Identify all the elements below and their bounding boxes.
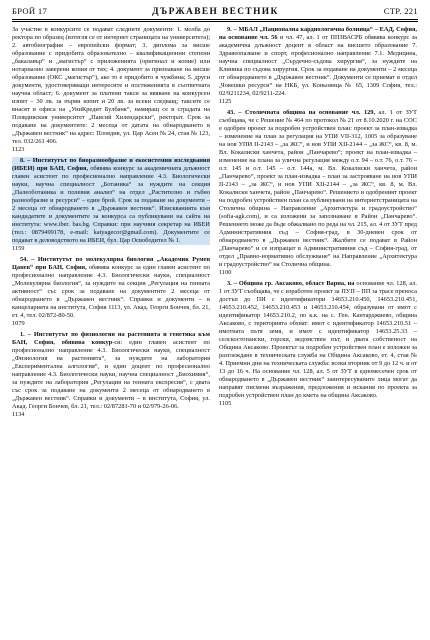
page-header [12,6,418,19]
notice-text: 3. – Община гр. Аксаково, област Варна, на основание чл. 128, ал. 1 от ЗУТ съобщава, че с изработен проект за ПУП – ПП за трасе преноса достъп до ПИ с идентификатори 14653.210.450, 14653.210.451, 14653.210.452, 14653.210.453 и 14653.210.454, образувани от имот с идентификатор 14653.210.2, по к.к. на с. Ген. Кантарджиево, община Аксаково, с територията обхват: имот с идентификатор 14653.210.51 – имотната пътя земя, и имот с идентификатор 14653.25.33 – селскостопански, горски, ведомствен път, и двата собственост на Община Аксаково. Проектът за подробен устройствен план е изложен за разглеждане в техническата служба на Община Аксаково, ет. 4, стая № 4. Приемни дни на техническата служба: всеки вторник от 9 до 12 ч. и от 13 до 16 ч. На основание чл. 128, ал. 5 от ЗУТ в едномесечен срок от обнародването в „Държавен вестник“ заинтересуваните лица могат да направят писмени възражения, предложения и искания по проекта за подробен устройствен план до кмета на община Аксаково. [219,280,417,399]
notice-number: 1134 [12,411,25,418]
page-number: СТР. 221 [383,6,418,16]
notice-heading: 1. – Институтът по физиология на растенията и генетика към БАН, София, обявява конкур- [12,331,210,346]
issue-number: БРОЙ 17 [12,6,48,16]
notice-number: 1105 [219,400,232,407]
notice-number: 1125 [219,98,232,105]
gazette-title: ДЪРЖАВЕН ВЕСТНИК [152,7,279,17]
notice-number: 1100 [219,269,232,276]
header-rule-thin [12,21,418,22]
notice-heading: 54. – Институтът по молекулярна биология „Академик Румен Цанев“ при БАН, София, [12,256,210,271]
notice-text: За участие в конкурсите се подават следните документи: 1. молба до ректора по образец (изтегля се от интернет страницата на университета); 2. автобиография – европейски формат; 3. диплома за висше образование с придобита образователно – квалификационни степени „бакалавър“ и „магистър“ с приложенията (оригинал и копие) или нотариално заверени копия от тях; 4. документ за признаване на висше образование (ОКС „магистър“), ако то е придобито в чужбина; 5. други документи, удостоверяващи интересите и постиженията в съответната научна област; 6. документ за платени такси за явяване на конкурсен изпит – 30 лв. за първи изпит и 20 лв. за всеки следващ; таксите се внасят в офиса на „УниКредит Булбанк“, намиращ се в сградата на Пловдивския университет „Паисий Хилендарски“, ректорат. Срок за подаване на документите: 2 месеца от датата на обнародването в „Държавен вестник“ на адрес: Пловдив, ул. Цар Асен № 24, стая № 123, тел. 032/261 406. [12,26,210,145]
notice-text: 54. – Институтът по молекулярна биология „Академик Румен Цанев“ при БАН, София, обявява конкурс за един главен асистент по професионално направление 4.3. Биологически науки, специалност „Молекулярна биология“, за нуждите на секция „Регулация на генната активност“ със срок за подаване на документите 2 месеца от обнародването в „Държавен вестник“. Справки и документи – в канцеларията на института, София 1113, ул. Акад. Георги Бончев, бл. 21, ет. 4, тел. 02/872-80-50. [12,256,210,319]
notice-number: 1159 [12,245,25,252]
notice-number: 1123 [12,146,25,153]
notice-text: 9. – МБАЛ „Национална кардиологична болница“ – ЕАД, София, на основание чл. 56 и чл. 47, ал. 1 от ППЗВАСРБ обявява конкурс за академична длъжност доцент в област на висшето образование 7. Здравеопазване и спорт, професионално направление 7.1. Медицина, научна специалност „Сърдечно-съдова хирургия“, за нуждите на Клиника по съдова хирургия. Срок за подаване на документи – 2 месеца от обнародването в „Държавен вестник“. Документи се приемат в отдел „Човешки ресурси“ на НКБ, ул. Коньовица № 65, 1309 София, тел.: 02/9211234, 02/9211-224. [219,26,417,97]
columns [12,26,418,419]
notice-number: 1079 [12,320,25,327]
right-column [219,26,417,419]
header-rule-thick [12,19,418,20]
notice-text: 1. – Институтът по физиология на растенията и генетика към БАН, София, обявява конкур-си: един главен асистент по професионално направление 4.3. Биологически науки, специалност „Физиология на растенията“, за нуждите на лаборатория „Експериментална алгология“, и един доцент по професионално направление 4.3. Биологически науки, научна специалност „Биохимия“, за нуждите на лаборатория „Регулация на генната експресия“, с двата със срок за подаване на документи 2 месеца от обнародването в „Държавен вестник“. Справки и документи – в института, София, ул. Акад. Георги Бончев, бл. 21, тел.: 02/87281-70 и 02/979-26-06. [12,331,210,410]
left-column [12,26,210,419]
notice-text-highlighted: 8. – Институтът по биоразнообразие и екосистемни изследвания (ИБЕИ) при БАН, София, обявява конкурс за академичната длъжност главен асистент по професионално направление 4.3. Биологически науки, научна специалност „Ботаника“ за нуждите на секция „Палеоботаника и полевия анализ“ на отдел „Растително и гъбно разнообразие и ресурси“ – един брой. Срок за подаване на документи – 2 месеца от обнародването в „Държавен вестник“. Изискванията към кандидатите и документите за конкурса са публикувани на сайта на института: www.iber. bas.bg. Справки: при научния секретар на ИБЕИ (тел.: 0879499178, e-mail: katyagecor@gmail.com). Документите се подават в деловодството на ИБЕИ, бул. Цар Освободител № 1. [12,157,210,244]
notice-heading: 43. – Столичната община на основание чл. 129, [227,109,376,116]
notice-heading: 9. – МБАЛ „Национална кардиологична болница“ – ЕАД, София, на основание чл. 56 [219,26,417,41]
notice-heading: 8. – Институтът по биоразнообразие и екосистемни изследвания (ИБЕИ) при БАН, София, [12,157,210,172]
notice-heading: 3. – Община гр. Аксаково, област Варна, на [227,280,355,287]
notice-text: 43. – Столичната община на основание чл. 129, ал. 1 от ЗУТ съобщава, че с Решение № 464 по протокол № 21 от 8.10.2020 г. на СОС е одобрен проект за подробен устройствен план: проект за план-извадка – изменение на план за регулация на УПИ VII-312, 1005 за образуване на нов УПИ II-2143 – „за ЖС“, и нов УПИ XII-2144 – „за ЖС“, кв. 8, м. Вл. Кокалиски ханчета, район „Панчарево“; проект на план-извадка – изменение на плана за улична регулация между о.т. 94 – о.т. 76, о.т. 76 – о.т. 145 и о.т. 145 – о.т. 144а, м. Вл. Кокалиски ханчета, район „Панчарево“, проект за план-извадка – план за застрояване на нов УПИ II-2143 – „за ЖС“, и нов УПИ XII-2144 – „за ЖС“, кв. 8, м. Вл. Кокалиски ханчета, район „Панчарево“. Решението и одобреният проект на подробен устройствен план са публикувани на интернетстраницата на Столична община – Направление „Архитектура и градоустройство“ (sofia-agk.com), и са изложени за запознаване в Район „Панчарево“. Решението може да бъде обжалвано по реда на чл. 215, ал. 4 от ЗУТ пред Административния съд – София-град, в 30-дневен срок от обнародването в „Държавен вестник“. Жалбите се подават в Район „Панчарево“ и се изпращат в Административния съд – София-град, от отдел „Правно-нормативно обслужване“ на Направление „Архитектура и градоустройство“ на Столична община. [219,109,418,268]
